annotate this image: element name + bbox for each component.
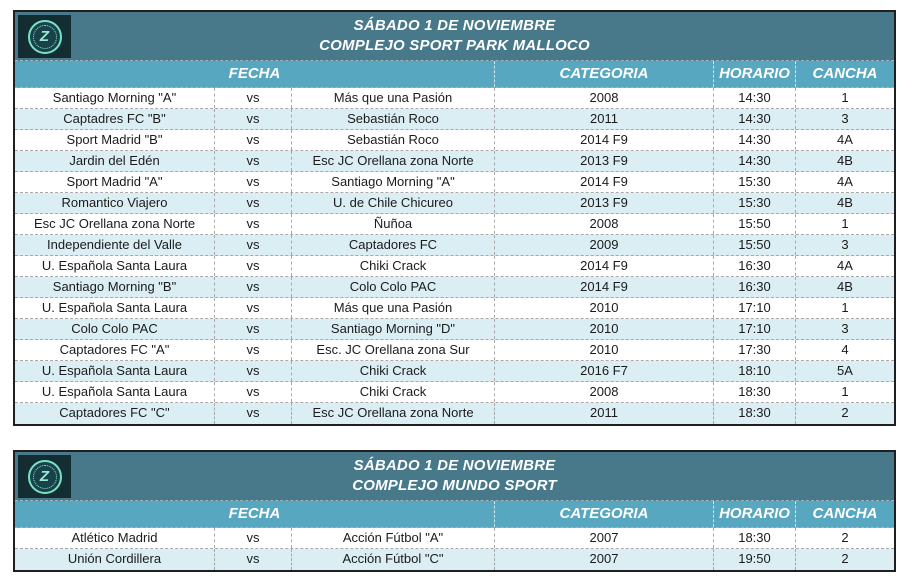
column-header-horario: HORARIO bbox=[714, 61, 796, 87]
cell-categoria: 2014 F9 bbox=[495, 277, 714, 297]
cell-horario: 17:10 bbox=[714, 298, 796, 318]
match-row bbox=[15, 109, 894, 130]
cell-home: Sport Madrid "A" bbox=[15, 172, 215, 192]
cell-cancha: 2 bbox=[841, 405, 849, 420]
cell-horario: 18:10 bbox=[714, 361, 796, 381]
cell-horario: 18:30 bbox=[714, 403, 796, 424]
match-row bbox=[15, 193, 894, 214]
cell-categoria: 2008 bbox=[495, 382, 714, 402]
column-header-fecha: FECHA bbox=[15, 61, 495, 87]
league-logo-letter: Z bbox=[33, 465, 57, 489]
cell-home: Santiago Morning "A" bbox=[15, 88, 215, 108]
match-row bbox=[15, 235, 894, 256]
cell-horario: 14:30 bbox=[714, 130, 796, 150]
cell-vs: vs bbox=[215, 298, 292, 318]
match-rows bbox=[15, 88, 894, 424]
cell-cancha: 1 bbox=[841, 384, 849, 399]
cell-cancha: 5A bbox=[837, 363, 853, 378]
cell-home: Captadores FC "C" bbox=[15, 403, 215, 424]
title-date: SÁBADO 1 DE NOVIEMBRE bbox=[353, 457, 556, 474]
cell-away: Chiki Crack bbox=[292, 382, 495, 402]
match-row bbox=[15, 256, 894, 277]
cell-home: Unión Cordillera bbox=[15, 549, 215, 570]
cell-vs: vs bbox=[215, 235, 292, 255]
cell-categoria: 2009 bbox=[495, 235, 714, 255]
fixture-table-sport-park-malloco bbox=[13, 10, 896, 426]
cell-vs: vs bbox=[215, 172, 292, 192]
title-date: SÁBADO 1 DE NOVIEMBRE bbox=[353, 17, 556, 34]
column-header-categoria: CATEGORIA bbox=[495, 501, 714, 527]
cell-horario: 15:30 bbox=[714, 193, 796, 213]
cell-home: Atlético Madrid bbox=[15, 528, 215, 548]
title-venue: COMPLEJO MUNDO SPORT bbox=[352, 477, 557, 494]
cell-vs: vs bbox=[215, 403, 292, 424]
table-title-header bbox=[15, 12, 894, 61]
match-row bbox=[15, 130, 894, 151]
match-row bbox=[15, 151, 894, 172]
cell-categoria: 2016 F7 bbox=[495, 361, 714, 381]
cell-cancha: 3 bbox=[841, 237, 849, 252]
cell-cancha: 3 bbox=[841, 321, 849, 336]
match-row bbox=[15, 298, 894, 319]
cell-categoria: 2008 bbox=[495, 88, 714, 108]
cell-horario: 15:50 bbox=[714, 214, 796, 234]
cell-cancha: 2 bbox=[841, 530, 849, 545]
cell-cancha: 1 bbox=[841, 216, 849, 231]
cell-home: Romantico Viajero bbox=[15, 193, 215, 213]
cell-vs: vs bbox=[215, 361, 292, 381]
match-row bbox=[15, 214, 894, 235]
match-row bbox=[15, 172, 894, 193]
cell-home: Independiente del Valle bbox=[15, 235, 215, 255]
cell-vs: vs bbox=[215, 109, 292, 129]
cell-home: Captadores FC "A" bbox=[15, 340, 215, 360]
cell-horario: 19:50 bbox=[714, 549, 796, 570]
cell-cancha: 4A bbox=[837, 258, 853, 273]
cell-home: Santiago Morning "B" bbox=[15, 277, 215, 297]
cell-home: Esc JC Orellana zona Norte bbox=[15, 214, 215, 234]
match-row bbox=[15, 403, 894, 424]
cell-away: Esc JC Orellana zona Norte bbox=[292, 151, 495, 171]
cell-categoria: 2007 bbox=[495, 549, 714, 570]
cell-horario: 17:10 bbox=[714, 319, 796, 339]
cell-vs: vs bbox=[215, 528, 292, 548]
cell-categoria: 2013 F9 bbox=[495, 151, 714, 171]
cell-cancha: 1 bbox=[841, 90, 849, 105]
league-logo bbox=[18, 15, 71, 58]
match-rows bbox=[15, 528, 894, 570]
column-header-horario: HORARIO bbox=[714, 501, 796, 527]
cell-away: Más que una Pasión bbox=[292, 88, 495, 108]
cell-horario: 14:30 bbox=[714, 109, 796, 129]
cell-categoria: 2014 F9 bbox=[495, 256, 714, 276]
title-venue: COMPLEJO SPORT PARK MALLOCO bbox=[319, 37, 590, 54]
league-logo-badge-icon bbox=[28, 20, 62, 54]
cell-categoria: 2014 F9 bbox=[495, 130, 714, 150]
cell-categoria: 2010 bbox=[495, 319, 714, 339]
cell-away: Chiki Crack bbox=[292, 256, 495, 276]
cell-away: U. de Chile Chicureo bbox=[292, 193, 495, 213]
cell-categoria: 2008 bbox=[495, 214, 714, 234]
cell-cancha: 4A bbox=[837, 174, 853, 189]
cell-vs: vs bbox=[215, 88, 292, 108]
cell-vs: vs bbox=[215, 319, 292, 339]
cell-cancha: 4A bbox=[837, 132, 853, 147]
match-row bbox=[15, 549, 894, 570]
table-title-header bbox=[15, 452, 894, 501]
cell-horario: 18:30 bbox=[714, 382, 796, 402]
cell-home: Sport Madrid "B" bbox=[15, 130, 215, 150]
column-header-row bbox=[15, 61, 894, 88]
column-header-cancha: CANCHA bbox=[812, 65, 878, 82]
cell-horario: 15:50 bbox=[714, 235, 796, 255]
cell-home: Captadres FC "B" bbox=[15, 109, 215, 129]
cell-vs: vs bbox=[215, 151, 292, 171]
match-row bbox=[15, 528, 894, 549]
cell-horario: 16:30 bbox=[714, 256, 796, 276]
column-header-categoria: CATEGORIA bbox=[495, 61, 714, 87]
cell-cancha: 4B bbox=[837, 279, 853, 294]
cell-home: U. Española Santa Laura bbox=[15, 298, 215, 318]
cell-away: Sebastián Roco bbox=[292, 109, 495, 129]
cell-away: Acción Fútbol "A" bbox=[292, 528, 495, 548]
cell-away: Acción Fútbol "C" bbox=[292, 549, 495, 570]
cell-categoria: 2010 bbox=[495, 298, 714, 318]
cell-vs: vs bbox=[215, 214, 292, 234]
cell-home: U. Española Santa Laura bbox=[15, 256, 215, 276]
cell-away: Santiago Morning "D" bbox=[292, 319, 495, 339]
cell-categoria: 2011 bbox=[495, 403, 714, 424]
cell-away: Chiki Crack bbox=[292, 361, 495, 381]
league-logo-letter: Z bbox=[33, 25, 57, 49]
match-row bbox=[15, 319, 894, 340]
cell-categoria: 2011 bbox=[495, 109, 714, 129]
cell-cancha: 4B bbox=[837, 195, 853, 210]
match-row bbox=[15, 382, 894, 403]
cell-vs: vs bbox=[215, 193, 292, 213]
cell-horario: 15:30 bbox=[714, 172, 796, 192]
fixture-table-mundo-sport bbox=[13, 450, 896, 572]
match-row bbox=[15, 88, 894, 109]
cell-horario: 17:30 bbox=[714, 340, 796, 360]
cell-away: Más que una Pasión bbox=[292, 298, 495, 318]
cell-categoria: 2010 bbox=[495, 340, 714, 360]
cell-away: Esc. JC Orellana zona Sur bbox=[292, 340, 495, 360]
cell-vs: vs bbox=[215, 130, 292, 150]
column-header-row bbox=[15, 501, 894, 528]
cell-vs: vs bbox=[215, 382, 292, 402]
cell-cancha: 3 bbox=[841, 111, 849, 126]
column-header-cancha: CANCHA bbox=[812, 505, 878, 522]
match-row bbox=[15, 340, 894, 361]
cell-vs: vs bbox=[215, 256, 292, 276]
cell-home: U. Española Santa Laura bbox=[15, 361, 215, 381]
cell-cancha: 4 bbox=[841, 342, 849, 357]
match-row bbox=[15, 277, 894, 298]
cell-horario: 14:30 bbox=[714, 88, 796, 108]
cell-away: Sebastián Roco bbox=[292, 130, 495, 150]
league-logo bbox=[18, 455, 71, 498]
cell-categoria: 2014 F9 bbox=[495, 172, 714, 192]
cell-cancha: 2 bbox=[841, 551, 849, 566]
league-logo-badge-icon bbox=[28, 460, 62, 494]
cell-horario: 14:30 bbox=[714, 151, 796, 171]
cell-vs: vs bbox=[215, 340, 292, 360]
cell-home: U. Española Santa Laura bbox=[15, 382, 215, 402]
match-row bbox=[15, 361, 894, 382]
cell-categoria: 2007 bbox=[495, 528, 714, 548]
cell-away: Colo Colo PAC bbox=[292, 277, 495, 297]
cell-vs: vs bbox=[215, 549, 292, 570]
cell-away: Ñuñoa bbox=[292, 214, 495, 234]
column-header-fecha: FECHA bbox=[15, 501, 495, 527]
cell-cancha: 4B bbox=[837, 153, 853, 168]
cell-horario: 16:30 bbox=[714, 277, 796, 297]
cell-away: Captadores FC bbox=[292, 235, 495, 255]
cell-home: Colo Colo PAC bbox=[15, 319, 215, 339]
cell-home: Jardin del Edén bbox=[15, 151, 215, 171]
cell-away: Santiago Morning "A" bbox=[292, 172, 495, 192]
cell-categoria: 2013 F9 bbox=[495, 193, 714, 213]
cell-away: Esc JC Orellana zona Norte bbox=[292, 403, 495, 424]
cell-horario: 18:30 bbox=[714, 528, 796, 548]
cell-cancha: 1 bbox=[841, 300, 849, 315]
cell-vs: vs bbox=[215, 277, 292, 297]
